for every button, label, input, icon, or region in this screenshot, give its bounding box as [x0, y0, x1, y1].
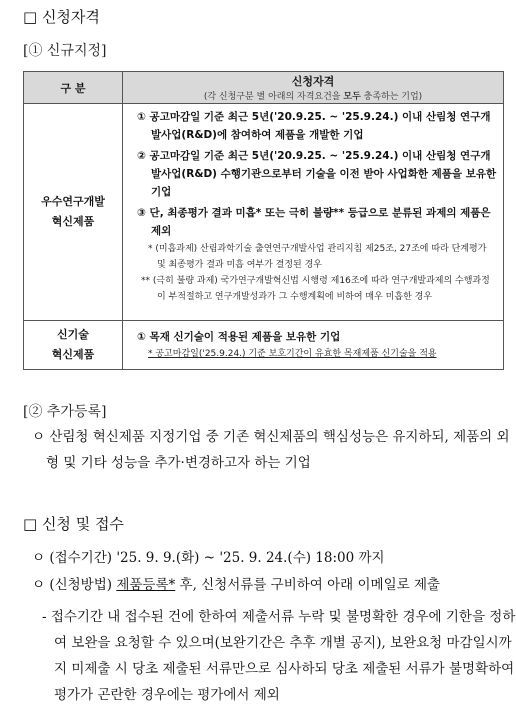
application-method: ㅇ (신청방법) 제품등록* 후, 신청서류를 구비하여 아래 이메일로 제출 — [32, 577, 441, 593]
criterion-new-tech: ① 목재 신기술이 적용된 제품을 보유한 기업 — [137, 331, 341, 343]
criterion-2: ② 공고마감일 기준 최근 5년('20.9.25. ~ '25.9.24.) 이내 산림청 연구개발사업(R&D) 수행기관으로부터 기술을 이전 받아 사업화한 제품을 보유한 기업 — [137, 150, 497, 198]
header-eligibility: 신청자격 — [291, 75, 335, 88]
criterion-3: ③ 단, 최종평가 결과 미흡* 또는 극히 불량** 등급으로 분류된 과제의 제품은 제외 — [137, 207, 491, 237]
product-registration-link[interactable]: 제품등록* — [116, 577, 176, 593]
additional-registration-text: ㅇ 산림청 혁신제품 지정기업 중 기존 혁신제품의 핵심성능은 유지하되, 제품의 외형 및 기타 성능을 추가·변경하고자 하는 기업 — [32, 429, 510, 471]
category-rnd-line2: 혁신제품 — [51, 215, 95, 228]
criterion-1: ① 공고마감일 기준 최근 5년('20.9.25. ~ '25.9.24.) 이내 산림청 연구개발사업(R&D)에 참여하여 제품을 개발한 기업 — [137, 111, 491, 141]
eligibility-table — [23, 71, 504, 370]
subsection-new-designation: [① 신규지정] — [23, 43, 107, 59]
note-insufficient-project: * (미흡과제) 산림과학기술 출연연구개발사업 관리지침 제25조, 27조에 따라 단계평가 및 최종평가 결과 미흡 여부가 결정된 경우 — [148, 244, 487, 270]
header-category: 구 분 — [60, 81, 86, 95]
table-row-new-tech — [24, 321, 504, 370]
table-header-row — [24, 72, 504, 104]
application-period: ㅇ (접수기간) '25. 9. 9.(화) ~ '25. 9. 24.(수) 18:00 까지 — [32, 550, 385, 566]
subsection-additional-registration: [② 추가등록] — [23, 404, 107, 420]
section-title-eligibility: □ 신청자격 — [23, 8, 100, 26]
category-rnd-line1: 우수연구개발 — [41, 195, 105, 208]
note-very-poor-project: ** (극히 불량 과제) 국가연구개발혁신법 시행령 제16조에 따라 연구개발과제의 수행과정이 부적절하고 연구개발성과가 그 수행계획에 비하여 매우 미흡한 경우 — [141, 276, 490, 302]
category-newtech-line2: 혁신제품 — [51, 348, 95, 361]
header-eligibility-note: (각 신청구분 별 아래의 자격요건을 모두 충족하는 기업) — [203, 92, 423, 102]
supplement-request-text: - 접수기간 내 접수된 건에 한하여 제출서류 누락 및 불명확한 경우에 기한을 정하여 보완을 요청할 수 있으며(보완기간은 추후 개별 공지), 보완요청 마감일시까지 미제출 시 당초 제출된 서류만으로 심사하되 당초 제출된 서류가 불명확하여 평가가 곤란한 경우에는 평가에서 제외 — [42, 609, 516, 703]
section-title-application: □ 신청 및 접수 — [23, 515, 124, 533]
category-newtech-line1: 신기술 — [57, 328, 89, 341]
table-row-rnd-innovation — [24, 104, 504, 321]
note-new-tech: * 공고마감일('25.9.24.) 기준 보호기간이 유효한 목재제품 신기술을 적용 — [148, 349, 437, 359]
